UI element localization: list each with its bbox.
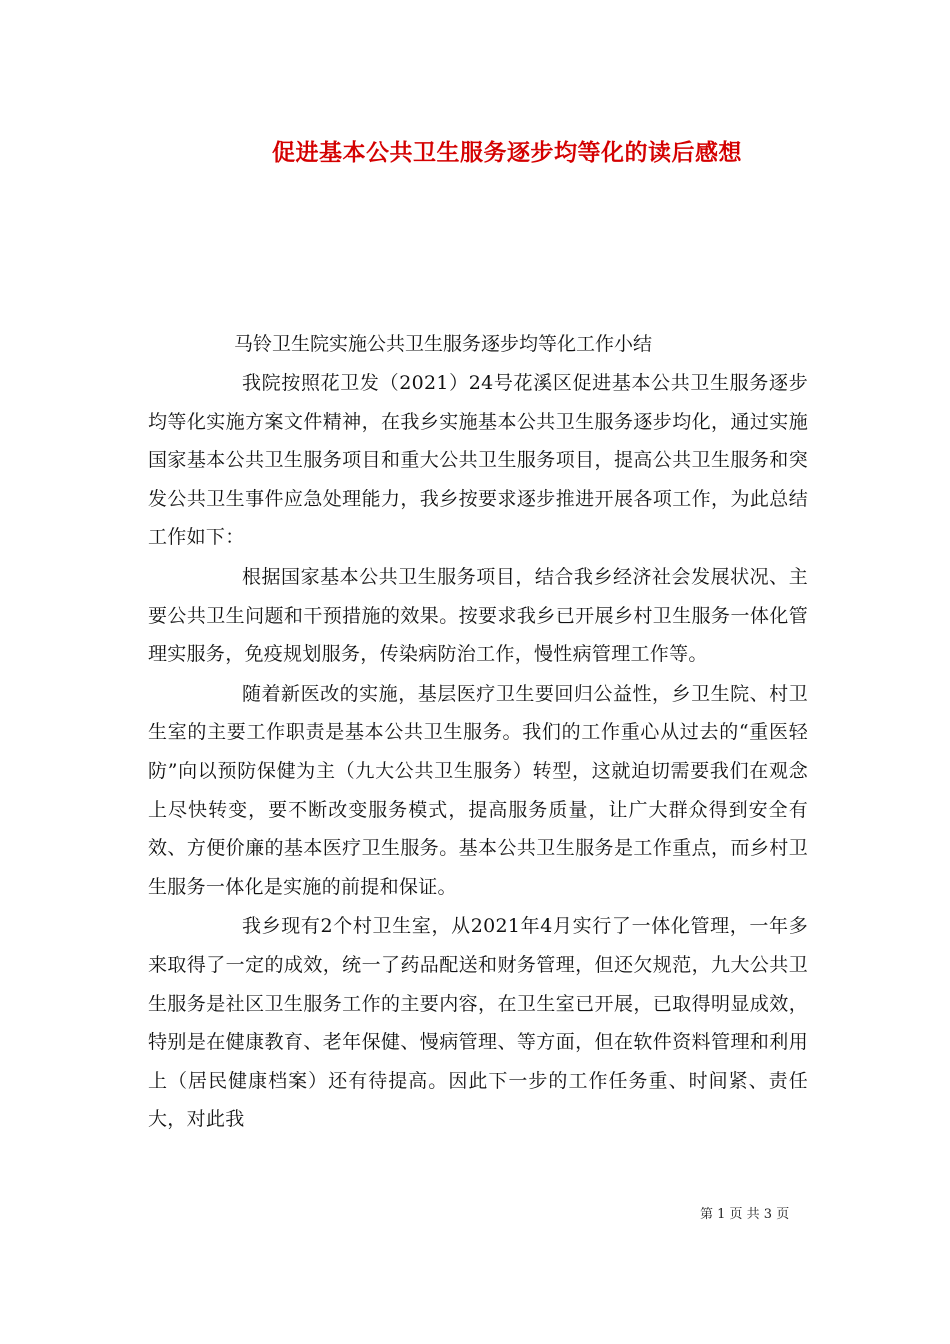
page-number: 第 1 页 共 3 页 (700, 1207, 790, 1222)
paragraph-3: 随着新医改的实施，基层医疗卫生要回归公益性，乡卫生院、村卫生室的主要工作职责是基本公共卫生服务。我们的工作重心从过去的“重医轻防”向以预防保健为主（九大公共卫生服务）转型，这就迫切需要我们在观念上尽快转变，要不断改变服务模式，提高服务质量，让广大群众得到安全有效、方便价廉的基本医疗卫生服务。基本公共卫生服务是工作重点，而乡村卫生服务一体化是实施的前提和保证。 (148, 682, 808, 898)
document-title-wrapper (0, 134, 950, 167)
paragraph-2: 根据国家基本公共卫生服务项目，结合我乡经济社会发展状况、主要公共卫生问题和干预措施的效果。按要求我乡已开展乡村卫生服务一体化管理实服务，免疫规划服务，传染病防治工作，慢性病管理工作等。 (148, 565, 808, 666)
document-title: 促进基本公共卫生服务逐步均等化的读后感想 (272, 139, 742, 166)
paragraph-1: 我院按照花卫发（2021）24号花溪区促进基本公共卫生服务逐步均等化实施方案文件精神，在我乡实施基本公共卫生服务逐步均化，通过实施国家基本公共卫生服务项目和重大公共卫生服务项目，提高公共卫生服务和突发公共卫生事件应急处理能力，我乡按要求逐步推进开展各项工作，为此总结工作如下： (148, 372, 808, 549)
paragraph-4: 我乡现有2个村卫生室，从2021年4月实行了一体化管理，一年多来取得了一定的成效，统一了药品配送和财务管理，但还欠规范，九大公共卫生服务是社区卫生服务工作的主要内容，在卫生室已开展，已取得明显成效，特别是在健康教育、老年保健、慢病管理、等方面，但在软件资料管理和利用上（居民健康档案）还有待提高。因此下一步的工作任务重、时间紧、责任大，对此我 (148, 915, 808, 1131)
document-subtitle: 马铃卫生院实施公共卫生服务逐步均等化工作小结 (234, 333, 653, 355)
document-body (148, 364, 808, 1139)
